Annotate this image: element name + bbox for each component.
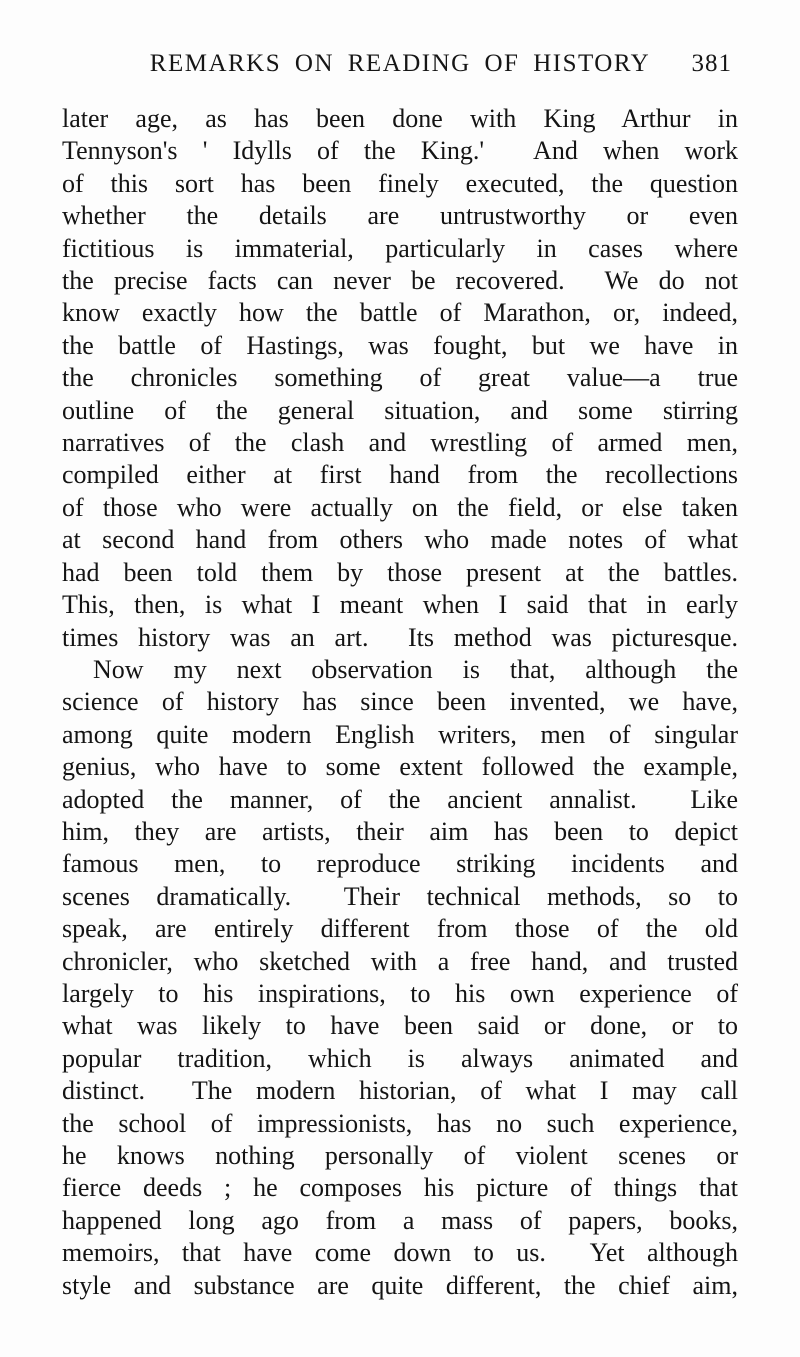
text-line: science of history has since been invented, we have, (62, 687, 738, 717)
text-line: happened long ago from a mass of papers, books, (62, 1205, 738, 1235)
text-line: times history was an art. Its method was picturesque. (62, 622, 738, 652)
text-line: compiled either at first hand from the recollections (62, 460, 738, 490)
text-line: narratives of the clash and wrestling of armed men, (62, 428, 738, 458)
text-line: scenes dramatically. Their technical methods, so to (62, 881, 738, 911)
text-line: chronicler, who sketched with a free hand, and trusted (62, 946, 738, 976)
text-line: largely to his inspirations, to his own experience of (62, 978, 738, 1008)
text-line: Tennyson's ' Idylls of the King.' And when work (62, 136, 738, 166)
text-line: the precise facts can never be recovered. We do not (62, 266, 738, 296)
text-line: the chronicles something of great value—a true (62, 363, 738, 393)
text-line: fierce deeds ; he composes his picture of things that (62, 1173, 738, 1203)
text-line: famous men, to reproduce striking incidents and (62, 849, 738, 879)
running-head-title: REMARKS ON READING OF HISTORY (149, 50, 651, 77)
body-text (62, 103, 738, 1302)
running-head (62, 50, 738, 84)
text-line: fictitious is immaterial, particularly in cases where (62, 233, 738, 263)
text-line: what was likely to have been said or done, or to (62, 1011, 738, 1041)
text-line: know exactly how the battle of Marathon, or, indeed, (62, 298, 738, 328)
text-line: style and substance are quite different, the chief aim, (62, 1270, 738, 1300)
text-line: whether the details are untrustworthy or even (62, 201, 738, 231)
text-line: among quite modern English writers, men of singular (62, 719, 738, 749)
text-line: the battle of Hastings, was fought, but we have in (62, 330, 738, 360)
text-line: him, they are artists, their aim has been to depict (62, 816, 738, 846)
page-number: 381 (691, 50, 732, 77)
text-line: adopted the manner, of the ancient annalist. Like (62, 784, 738, 814)
text-line: This, then, is what I meant when I said that in early (62, 590, 738, 620)
text-line: genius, who have to some extent followed the example, (62, 752, 738, 782)
text-line: the school of impressionists, has no such experience, (62, 1108, 738, 1138)
text-line: of those who were actually on the field, or else taken (62, 492, 738, 522)
text-line: Now my next observation is that, although the (93, 654, 738, 684)
text-line: at second hand from others who made notes of what (62, 525, 738, 555)
text-line: he knows nothing personally of violent scenes or (62, 1141, 738, 1170)
text-line: of this sort has been finely executed, the question (62, 168, 738, 198)
text-line: outline of the general situation, and some stirring (62, 395, 738, 425)
text-line: memoirs, that have come down to us. Yet although (62, 1238, 738, 1268)
text-line: had been told them by those present at the battles. (62, 557, 738, 587)
text-line: distinct. The modern historian, of what I may call (62, 1076, 738, 1106)
text-line: later age, as has been done with King Arthur in (62, 104, 738, 133)
text-line: popular tradition, which is always animated and (62, 1043, 738, 1073)
text-line: speak, are entirely different from those of the old (62, 914, 738, 944)
